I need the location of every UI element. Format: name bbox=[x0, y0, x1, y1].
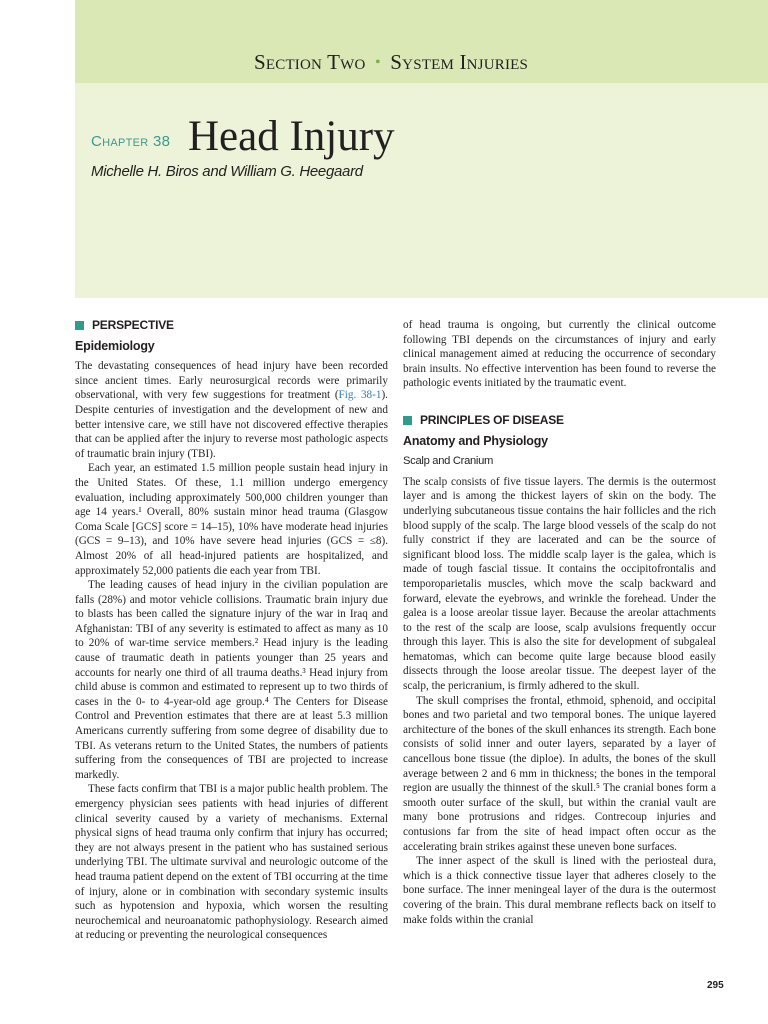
section-gap bbox=[403, 391, 716, 413]
section-separator-dot: • bbox=[375, 54, 381, 71]
paragraph-4: These facts confirm that TBI is a major public health problem. The emergency physician sees patients with head injuries of different clinical severity caused by a variety of mechanisms. External physical signs of head trauma only confirm that injury has occurred; they are not always present in the patient who has sustained serious underlying TBI. The ultimate survival and neurologic outcome of the head trauma patient depend on the extent of TBI occurring at the time of injury, alone or in combination with secondary systemic insults such as hypotension and hypoxia, which worsen the resulting neurochemical and neuroanatomic pathophysiology. Research aimed at reducing or preventing the neurological consequences bbox=[75, 783, 388, 942]
section-title bbox=[254, 50, 528, 75]
heading-perspective bbox=[75, 318, 388, 333]
section-name: System Injuries bbox=[390, 50, 529, 74]
paragraph-continued: of head trauma is ongoing, but currently the clinical outcome following TBI depends on the circumstances of injury and early clinical management aimed at reducing the occurrence of secondary brain insults. No effective intervention has been found to reverse the pathologic events initiated by the traumatic event. bbox=[403, 319, 716, 390]
paragraph-1-part-b: ). Despite centuries of investigation and the development of new and better intensive care, we still have not discovered effective therapies that can be applied after the injury to reverse most pathologic aspects of traumatic brain injury (TBI). bbox=[75, 389, 388, 460]
paragraph-2: Each year, an estimated 1.5 million people sustain head injury in the United States. Of these, 1.1 million undergo emergency evaluation, including approximately 500,000 children younger than age 14 years.¹ Overall, 80% sustain minor head trauma (Glasgow Coma Scale [GCS] score = 14–15), 10% have moderate head injuries (GCS = 9–13), and 10% have severe head injuries (GCS = ≤8). Almost 20% of all head-injured patients are hospitalized, and approximately 52,000 patients die each year from TBI. bbox=[75, 462, 388, 577]
authors: Michelle H. Biros and William G. Heegaard bbox=[91, 163, 363, 180]
heading-principles bbox=[403, 413, 716, 428]
heading-perspective-text: PERSPECTIVE bbox=[92, 318, 174, 332]
heading-epidemiology: Epidemiology bbox=[75, 338, 155, 353]
heading-principles-text: PRINCIPLES OF DISEASE bbox=[420, 412, 564, 427]
right-column bbox=[403, 318, 716, 927]
title-band bbox=[75, 83, 768, 298]
chapter-title: Head Injury bbox=[188, 113, 395, 160]
paragraph-5: The scalp consists of five tissue layers. The dermis is the outermost layer and is among the thickest layers of skin on the body. The underlying subcutaneous tissue contains the hair follicles and the rich blood supply of the scalp. The large blood vessels of the scalp do not fully constrict if they are lacerated and can be the source of significant blood loss. The middle scalp layer is the galea, which is made of tough fascial tissue. It contains the occipitofrontalis and temporoparietalis muscles, which move the scalp backward and forward, elevate the eyebrows, and wrinkle the forehead. Under the galea is a loose areolar tissue layer. Because the areolar attachments to the rest of the scalp are loose, scalp avulsions frequently occur through this layer. This is also the site for development of subgaleal hematomas, which can become quite large because blood easily dissects through the loose areolar tissue. The deepest layer of the scalp, the pericranium, is firmly adhered to the skull. bbox=[403, 475, 716, 693]
heading-anatomy: Anatomy and Physiology bbox=[403, 433, 548, 448]
paragraph-3: The leading causes of head injury in the civilian population are falls (28%) and motor vehicle collisions. Traumatic brain injury due to blasts has been called the signature injury of the war in Iraq and Afghanistan: TBI of any severity is estimated to affect as many as 10 to 20% of war-time service members.² Head injury is the leading cause of traumatic death in patients younger than 25 years and accounts for nearly one third of all trauma deaths.³ Head injury from child abuse is common and estimated to represent up to two thirds of cases in the 0- to 4-year-old age group.⁴ The Centers for Disease Control and Prevention estimates that there are at least 5.3 million Americans currently suffering from some degree of disability due to TBI. As veterans return to the United States, the numbers of patients suffering from the consequences of TBI are projected to increase markedly. bbox=[75, 579, 388, 781]
paragraph-1-part-a: The devastating consequences of head injury have been recorded since ancient times. Early neurosurgical records were primarily observational, with very few suggestions for treatment ( bbox=[75, 360, 388, 402]
section-label: Section Two bbox=[254, 50, 366, 74]
heading-square-icon bbox=[75, 321, 84, 330]
page-number: 295 bbox=[707, 980, 724, 991]
heading-square-icon bbox=[403, 416, 412, 425]
paragraph-7: The inner aspect of the skull is lined with the periosteal dura, which is a thick connective tissue layer that adheres closely to the bone surface. The inner meningeal layer of the dura is the outermost covering of the brain. This dural membrane reflects back on itself to make folds within the cranial bbox=[403, 855, 716, 926]
paragraph-1 bbox=[75, 359, 388, 461]
paragraph-6: The skull comprises the frontal, ethmoid, sphenoid, and occipital bones and two parietal and two temporal bones. The unique layered architecture of the bones of the skull enhances its strength. Each bone consists of solid inner and outer layers, separated by a layer of cancellous bone tissue (the diploe). In adults, the bones of the skull average between 2 and 6 mm in thickness; the bones in the temporal region are usually the thinnest of the skull.⁵ The cranial bones form a smooth outer surface of the skull, but within the cranial vault are many bone protrusions and ridges. Contrecoup injuries and contusions far from the site of head impact often occur as the accelerating brain strikes against these uneven bone surfaces. bbox=[403, 694, 716, 853]
figure-reference-link[interactable]: Fig. 38-1 bbox=[338, 389, 382, 402]
chapter-label: Chapter 38 bbox=[91, 133, 171, 150]
left-column bbox=[75, 318, 388, 943]
heading-scalp: Scalp and Cranium bbox=[403, 455, 494, 468]
